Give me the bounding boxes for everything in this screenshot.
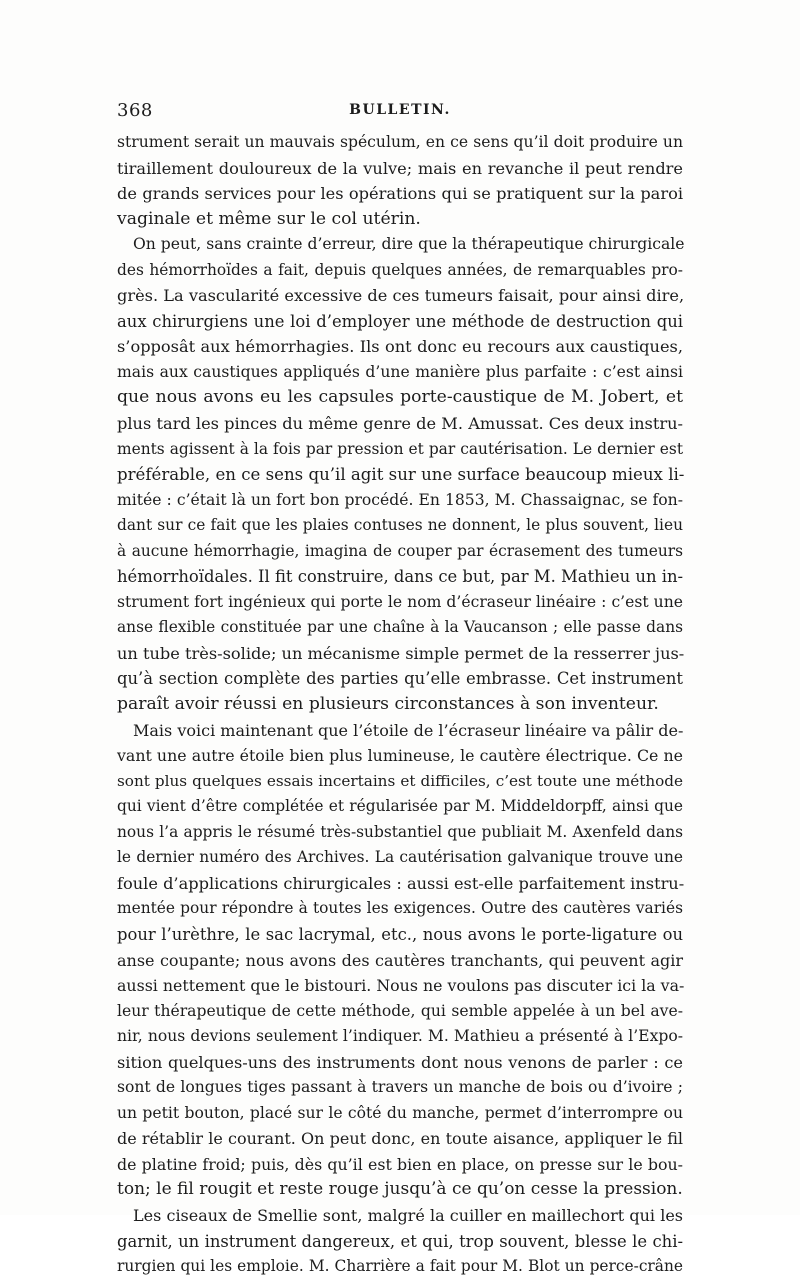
text-line: qu’à section complète des parties qu’elle embrasse. Cet instrument	[117, 669, 683, 689]
body-text	[117, 130, 683, 1280]
page-header	[117, 100, 683, 126]
text-line: pour l’urèthre, le sac lacrymal, etc., nous avons le porte-ligature ou	[117, 924, 683, 944]
text-line: des hémorrhoïdes a fait, depuis quelques années, de remarquables pro-	[117, 260, 683, 279]
text-line: qui vient d’être complétée et régularisée par M. Middeldorpff, ainsi que	[117, 797, 683, 816]
text-line: foule d’applications chirurgicales : aussi est-elle parfaitement instru-	[117, 873, 685, 893]
text-line: paraît avoir réussi en plusieurs circonstances à son inventeur.	[117, 694, 659, 715]
text-line: le dernier numéro des Archives. La cautérisation galvanique trouve une	[117, 848, 683, 867]
text-line: anse coupante; nous avons des cautères tranchants, qui peuvent agir	[117, 950, 683, 970]
text-line: sont plus quelques essais incertains et difficiles, c’est toute une méthode	[117, 771, 683, 790]
text-line: vaginale et même sur le col utérin.	[117, 208, 421, 229]
text-line: aussi nettement que le bistouri. Nous ne voulons pas discuter ici la va-	[117, 976, 685, 996]
text-line: strument fort ingénieux qui porte le nom d’écraseur linéaire : c’est une	[117, 592, 683, 611]
text-line: plus tard les pinces du même genre de M. Amussat. Ces deux instru-	[117, 414, 683, 434]
text-line: de rétablir le courant. On peut donc, en toute aisance, appliquer le fil	[117, 1129, 683, 1149]
text-line: hémorrhoïdales. Il fit construire, dans ce but, par M. Mathieu un in-	[117, 567, 684, 587]
text-line: vant une autre étoile bien plus lumineuse, le cautère électrique. Ce ne	[117, 746, 683, 766]
text-line: On peut, sans crainte d’erreur, dire que la thérapeutique chirurgicale	[133, 235, 685, 254]
page-number: 368	[117, 100, 153, 121]
running-title: BULLETIN.	[349, 102, 451, 118]
text-line: Mais voici maintenant que l’étoile de l’écraseur linéaire va pâlir de-	[133, 720, 684, 740]
text-line: garnit, un instrument dangereux, et qui, trop souvent, blesse le chi-	[117, 1231, 683, 1251]
text-line: que nous avons eu les capsules porte-caustique de M. Jobert, et	[117, 387, 683, 408]
text-line: à aucune hémorrhagie, imagina de couper par écrasement des tumeurs	[117, 541, 683, 560]
text-line: s’opposât aux hémorrhagies. Ils ont donc eu recours aux caustiques,	[117, 337, 683, 357]
text-line: sont de longues tiges passant à travers un manche de bois ou d’ivoire ;	[117, 1078, 683, 1097]
text-line: préférable, en ce sens qu’il agit sur une surface beaucoup mieux li-	[117, 465, 685, 485]
text-line: Les ciseaux de Smellie sont, malgré la cuiller en maillechort qui les	[133, 1205, 683, 1225]
text-line: mais aux caustiques appliqués d’une manière plus parfaite : c’est ainsi	[117, 362, 683, 381]
text-line: de platine froid; puis, dès qu’il est bien en place, on presse sur le bou-	[117, 1154, 683, 1174]
text-line: sition quelques-uns des instruments dont nous venons de parler : ce	[117, 1052, 683, 1072]
text-line: un petit bouton, placé sur le côté du manche, permet d’interrompre ou	[117, 1103, 683, 1122]
text-line: nous l’a appris le résumé très-substantiel que publiait M. Axenfeld dans	[117, 822, 683, 841]
text-line: tiraillement douloureux de la vulve; mais en revanche il peut rendre	[117, 158, 683, 178]
text-line: ments agissent à la fois par pression et par cautérisation. Le dernier est	[117, 439, 683, 458]
text-line: ton; le fil rougit et reste rouge jusqu’à ce qu’on cesse la pression.	[117, 1179, 683, 1200]
text-line: leur thérapeutique de cette méthode, qui semble appelée à un bel ave-	[117, 1001, 683, 1020]
text-line: mitée : c’était là un fort bon procédé. En 1853, M. Chassaignac, se fon-	[117, 490, 683, 509]
text-line: aux chirurgiens une loi d’employer une méthode de destruction qui	[117, 311, 683, 331]
text-line: mentée pour répondre à toutes les exigences. Outre des cautères variés	[117, 899, 683, 918]
text-line: dant sur ce fait que les plaies contuses ne donnent, le plus souvent, lieu	[117, 516, 683, 535]
text-line: rurgien qui les emploie. M. Charrière a fait pour M. Blot un perce-crâne	[117, 1257, 683, 1276]
text-line: nir, nous devions seulement l’indiquer. M. Mathieu a présenté à l’Expo-	[117, 1027, 683, 1046]
text-line: strument serait un mauvais spéculum, en ce sens qu’il doit produire un	[117, 133, 683, 151]
text-line: de grands services pour les opérations qui se pratiquent sur la paroi	[117, 184, 683, 204]
text-line: anse flexible constituée par une chaîne à la Vaucanson ; elle passe dans	[117, 618, 683, 637]
text-line: grès. La vascularité excessive de ces tumeurs faisait, pour ainsi dire,	[117, 286, 685, 306]
text-line: un tube très-solide; un mécanisme simple permet de la resserrer jus-	[117, 643, 685, 663]
